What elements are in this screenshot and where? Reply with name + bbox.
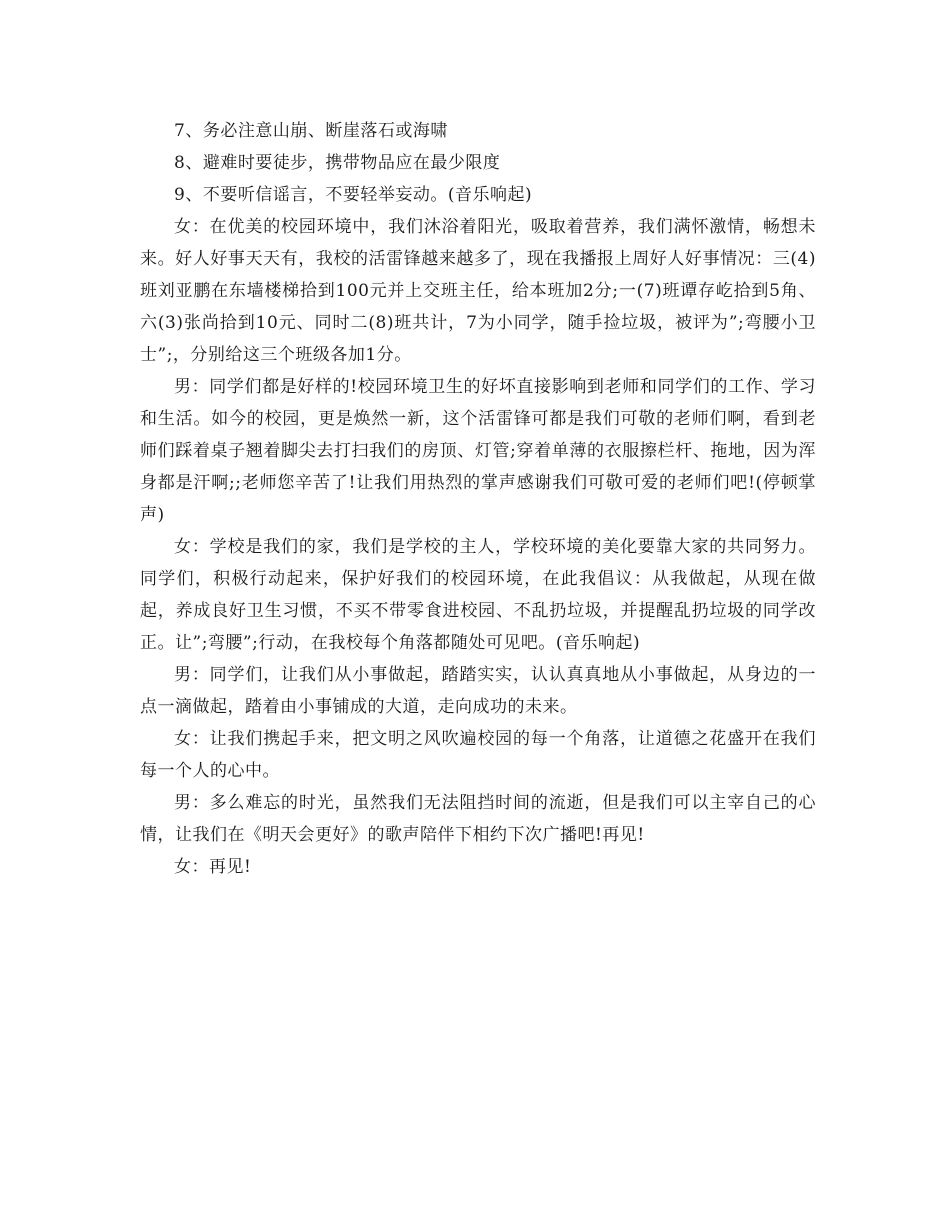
paragraph-female-initiative: 女：学校是我们的家，我们是学校的主人，学校环境的美化要靠大家的共同努力。同学们，积极行动起来，保护好我们的校园环境，在此我倡议：从我做起，从现在做起，养成良好卫生习惯，不买不带零食进校园、不乱扔垃圾，并提醒乱扔垃圾的同学改正。让”;弯腰”;行动，在我校每个角落都随处可见吧。(音乐响起) xyxy=(140,537,816,653)
paragraph-item-9: 9、不要听信谣言，不要轻举妄动。(音乐响起) xyxy=(174,185,533,205)
paragraph-item-8: 8、避难时要徒步，携带物品应在最少限度 xyxy=(174,153,501,173)
paragraph-female-goodbye: 女：再见! xyxy=(174,857,252,877)
document-body xyxy=(140,115,816,883)
paragraph-female-good-deeds: 女：在优美的校园环境中，我们沐浴着阳光，吸取着营养，我们满怀激情，畅想未来。好人好事天天有，我校的活雷锋越来越多了，现在我播报上周好人好事情况：三(4)班刘亚鹏在东墙楼梯拾到100元并上交班主任，给本班加2分;一(7)班谭存屹拾到5角、六(3)张尚拾到10元、同时二(8)班共计，7为小同学，随手捡垃圾，被评为”;弯腰小卫士”;，分别给这三个班级各加1分。 xyxy=(140,217,816,365)
paragraph-male-small-things: 男：同学们，让我们从小事做起，踏踏实实，认认真真地从小事做起，从身边的一点一滴做起，踏着由小事铺成的大道，走向成功的未来。 xyxy=(140,665,816,717)
paragraph-male-thank-teachers: 男：同学们都是好样的!校园环境卫生的好坏直接影响到老师和同学们的工作、学习和生活。如今的校园，更是焕然一新，这个活雷锋可都是我们可敬的老师们啊，看到老师们踩着桌子翘着脚尖去打扫我们的房顶、灯管;穿着单薄的衣服擦栏杆、拖地，因为浑身都是汗啊;;老师您辛苦了!让我们用热烈的掌声感谢我们可敬可爱的老师们吧!(停顿掌声) xyxy=(140,377,816,525)
paragraph-item-7: 7、务必注意山崩、断崖落石或海啸 xyxy=(174,121,448,141)
paragraph-female-civility: 女：让我们携起手来，把文明之风吹遍校园的每一个角落，让道德之花盛开在我们每一个人的心中。 xyxy=(140,729,816,781)
paragraph-male-farewell: 男：多么难忘的时光，虽然我们无法阻挡时间的流逝，但是我们可以主宰自己的心情，让我们在《明天会更好》的歌声陪伴下相约下次广播吧!再见! xyxy=(140,793,816,845)
